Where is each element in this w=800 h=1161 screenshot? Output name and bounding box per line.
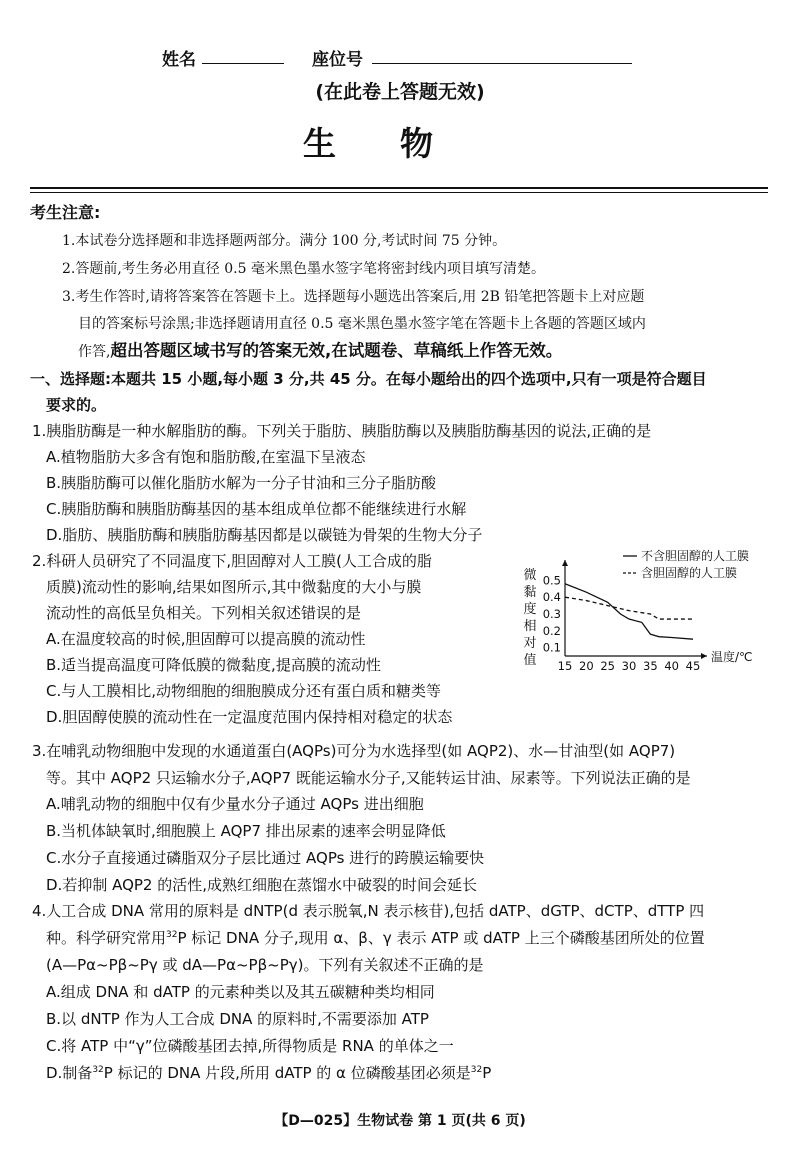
q3-option-a: A.哺乳动物的细胞中仅有少量水分子通过 AQPs 进出细胞 [46,795,424,813]
microviscosity-chart [515,548,783,678]
chart-series-without-cholesterol [565,584,693,639]
q1-stem: 1.胰脂肪酶是一种水解脂肪的酶。下列关于脂肪、胰脂肪酶以及胰脂肪酶基因的说法,正确的是 [32,422,652,440]
q2-option-a: A.在温度较高的时候,胆固醇可以提高膜的流动性 [46,630,366,648]
chart-series-with-cholesterol [565,597,693,619]
q3-option-b: B.当机体缺氧时,细胞膜上 AQP7 排出尿素的速率会明显降低 [46,822,446,840]
chart-legend-label: 含胆固醇的人工膜 [641,566,738,580]
header-rule-thin [30,192,768,193]
q4-option-d-end: P [482,1064,492,1082]
section-1-heading-cont: 要求的。 [46,396,107,414]
q3-option-c: C.水分子直接通过磷脂双分子层比通过 AQPs 进行的跨膜运输要快 [46,849,485,867]
notice-item-3-line3-start: 作答, [78,344,111,360]
chart-y-tick-label: 0.2 [542,623,561,638]
chart-x-tick-label: 25 [600,659,615,673]
notice-item-1: 1.本试卷分选择题和非选择题两部分。满分 100 分,考试时间 75 分钟。 [62,233,507,249]
chart-x-tick-label: 20 [579,659,594,673]
chart-y-axis-label-char: 度 [523,602,537,617]
chart-y-axis-arrow [562,560,568,566]
q4-option-d-start: D.制备 [46,1064,93,1082]
q2-option-b: B.适当提高温度可降低膜的微黏度,提高膜的流动性 [46,656,381,674]
q4-option-d [46,1062,491,1083]
q4-option-c: C.将 ATP 中“γ”位磷酸基团去掉,所得物质是 RNA 的单体之一 [46,1037,454,1055]
q1-option-a: A.植物脂肪大多含有饱和脂肪酸,在室温下呈液态 [46,448,366,466]
chart-x-tick-label: 45 [685,659,701,673]
q4-option-d-isotope-2: 32 [470,1065,483,1075]
q4-stem-line2-start: 种。科学研究常用 [46,929,167,947]
chart-y-axis-label-char: 微 [523,568,537,583]
q1-option-d: D.脂肪、胰脂肪酶和胰脂肪酶基因都是以碳链为骨架的生物大分子 [46,526,483,544]
chart-y-axis-label-char: 相 [523,619,537,634]
q2-option-c: C.与人工膜相比,动物细胞的细胞膜成分还有蛋白质和糖类等 [46,682,442,700]
seat-label: 座位号 [312,50,363,70]
q4-option-b: B.以 dNTP 作为人工合成 DNA 的原料时,不需要添加 ATP [46,1010,429,1028]
chart-x-tick-label: 40 [664,659,679,673]
chart-legend-label: 不含胆固醇的人工膜 [641,549,750,563]
q2-stem-line2: 质膜)流动性的影响,结果如图所示,其中微黏度的大小与膜 [46,578,422,596]
seat-blank [372,49,632,64]
chart-y-tick-label: 0.3 [542,607,561,621]
chart-y-axis-label-char: 黏 [523,585,537,600]
chart-y-axis-label [523,567,536,668]
name-blank [202,49,284,64]
notice-warning: 超出答题区域书写的答案无效,在试题卷、草稿纸上作答无效。 [110,341,563,360]
q2-stem-line1: 2.科研人员研究了不同温度下,胆固醇对人工膜(人工合成的脂 [32,552,432,570]
q3-stem-line1: 3.在哺乳动物细胞中发现的水通道蛋白(AQPs)可分为水选择型(如 AQP2)、水—甘油型(如 AQP7) [32,742,676,760]
q4-stem-line3: (A—Pα~Pβ~Pγ 或 dA—Pα~Pβ~Pγ)。下列有关叙述不正确的是 [46,956,484,974]
section-1-heading: 一、选择题:本题共 15 小题,每小题 3 分,共 45 分。在每小题给出的四个选项中,只有一项是符合题目 [30,370,707,388]
q3-option-d: D.若抑制 AQP2 的活性,成熟红细胞在蒸馏水中破裂的时间会延长 [46,876,478,894]
q4-option-a: A.组成 DNA 和 dATP 的元素种类以及其五碳糖种类均相同 [46,983,435,1001]
chart-x-axis-arrow [701,653,707,659]
q3-stem-line2: 等。其中 AQP2 只运输水分子,AQP7 既能运输水分子,又能转运甘油、尿素等。下列说法正确的是 [46,769,691,787]
notice-title: 考生注意: [30,203,101,222]
q4-stem-line1: 4.人工合成 DNA 常用的原料是 dNTP(d 表示脱氧,N 表示核苷),包括 dATP、dGTP、dCTP、dTTP 四 [32,902,705,920]
q4-stem-line2-end: P 标记 DNA 分子,现用 α、β、γ 表示 ATP 或 dATP 上三个磷酸基团所处的位置 [177,929,705,947]
notice-item-2: 2.答题前,考生务必用直径 0.5 毫米黑色墨水签字笔将密封线内项目填写清楚。 [62,261,545,277]
notice-item-3-line2: 目的答案标号涂黑;非选择题请用直径 0.5 毫米黑色墨水签字笔在答题卡上各题的答题区域内 [78,316,646,332]
chart-y-tick-label: 0.4 [542,590,561,605]
q1-option-b: B.胰脂肪酶可以催化脂肪水解为一分子甘油和三分子脂肪酸 [46,474,437,492]
chart-x-tick-label: 30 [621,659,637,673]
q4-isotope-mass: 32 [166,930,178,940]
chart-y-tick-label: 0.1 [542,640,561,655]
chart-y-axis-label-char: 值 [523,653,537,668]
notice-item-3-line1: 3.考生作答时,请将答案答在答题卡上。选择题每小题选出答案后,用 2B 铅笔把答题卡上对应题 [62,289,645,305]
chart-x-axis-label: 温度/℃ [711,650,753,664]
header-rule-thick [30,187,768,189]
q4-stem-line2 [46,927,705,948]
page-footer: 【D—025】生物试卷 第 1 页(共 6 页) [274,1113,526,1129]
chart-y-tick-label: 0.5 [542,573,561,588]
page-title: 生物 [303,124,497,163]
notice-item-3-line3 [78,337,562,361]
chart-x-tick-label: 35 [643,659,658,673]
invalid-note: (在此卷上答题无效) [315,81,485,103]
q4-option-d-isotope-1: 32 [92,1065,104,1075]
q1-option-c: C.胰脂肪酶和胰脂肪酶基因的基本组成单位都不能继续进行水解 [46,500,467,518]
chart-y-axis-label-char: 对 [523,636,537,651]
name-label: 姓名 [162,50,196,70]
q2-stem-line3: 流动性的高低呈负相关。下列相关叙述错误的是 [46,604,362,622]
q2-option-d: D.胆固醇使膜的流动性在一定温度范围内保持相对稳定的状态 [46,708,453,726]
q4-option-d-middle: P 标记的 DNA 片段,所用 dATP 的 α 位磷酸基团必须是 [103,1064,471,1082]
chart-x-tick-label: 15 [557,659,573,673]
chart-legend [623,548,749,580]
